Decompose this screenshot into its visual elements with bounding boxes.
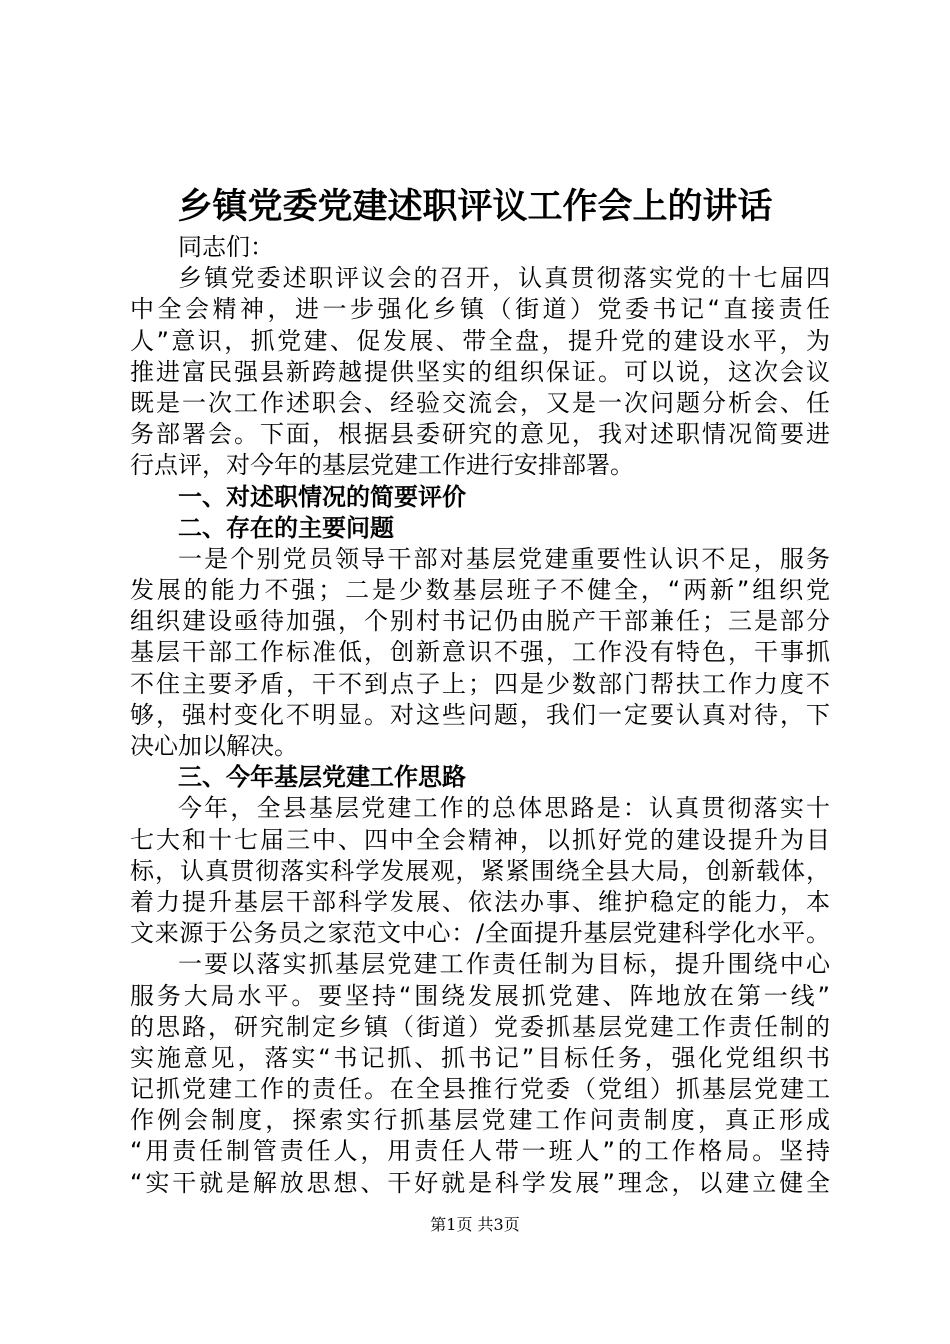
text-line: 决心加以解决。 [130, 732, 298, 760]
text-line: 着力提升基层干部科学发展、依法办事、维护稳定的能力，本 [130, 887, 830, 916]
text-line: 人”意识，抓党建、促发展、带全盘，提升党的建设水平，为 [130, 326, 830, 355]
text-line: 记抓党建工作的责任。在全县推行党委（党组）抓基层党建工 [130, 1075, 830, 1104]
document-body [130, 232, 830, 1199]
text-line: 既是一次工作述职会、经验交流会，又是一次问题分析会、任 [130, 388, 830, 417]
text-line: 同志们： [178, 233, 274, 261]
text-line: 文来源于公务员之家范文中心：/全面提升基层党建科学化水平。 [130, 919, 830, 948]
text-line: 推进富民强县新跨越提供坚实的组织保证。可以说，这次会议 [130, 357, 830, 386]
text-line: “用责任制管责任人，用责任人带一班人”的工作格局。坚持 [130, 1137, 830, 1166]
text-line: 乡镇党委述职评议会的召开，认真贯彻落实党的十七届四 [178, 264, 830, 293]
text-line: 一是个别党员领导干部对基层党建重要性认识不足，服务 [178, 544, 830, 573]
text-line: 组织建设亟待加强，个别村书记仍由脱产干部兼任；三是部分 [130, 607, 830, 636]
text-line: 服务大局水平。要坚持“围绕发展抓党建、阵地放在第一线” [130, 981, 830, 1010]
text-line: 标，认真贯彻落实科学发展观，紧紧围绕全县大局，创新载体， [130, 856, 830, 885]
text-line: 的思路，研究制定乡镇（街道）党委抓基层党建工作责任制的 [130, 1012, 830, 1041]
text-line: 七大和十七届三中、四中全会精神，以抓好党的建设提升为目 [130, 825, 830, 854]
section-heading: 三、今年基层党建工作思路 [178, 763, 466, 792]
section-heading: 一、对述职情况的简要评价 [178, 482, 466, 511]
text-line: 不住主要矛盾，干不到点子上；四是少数部门帮扶工作力度不 [130, 669, 830, 698]
page-footer: 第1页 共3页 [430, 1215, 520, 1234]
text-line: 一要以落实抓基层党建工作责任制为目标，提升围绕中心 [178, 950, 830, 979]
text-line: 实施意见，落实“书记抓、抓书记”目标任务，强化党组织书 [130, 1043, 830, 1072]
text-line: 中全会精神，进一步强化乡镇（街道）党委书记“直接责任 [130, 295, 830, 324]
document-title: 乡镇党委党建述职评议工作会上的讲话 [177, 186, 773, 227]
text-line: 发展的能力不强；二是少数基层班子不健全，“两新”组织党 [130, 576, 830, 605]
text-line: 行点评，对今年的基层党建工作进行安排部署。 [130, 451, 634, 480]
text-line: “实干就是解放思想、干好就是科学发展”理念，以建立健全 [130, 1168, 830, 1197]
text-line: 作例会制度，探索实行抓基层党建工作问责制度，真正形成 [130, 1106, 830, 1135]
text-line: 够，强村变化不明显。对这些问题，我们一定要认真对待，下 [130, 700, 830, 729]
text-line: 基层干部工作标准低，创新意识不强，工作没有特色，干事抓 [130, 638, 830, 667]
section-heading: 二、存在的主要问题 [178, 513, 394, 542]
text-line: 务部署会。下面，根据县委研究的意见，我对述职情况简要进 [130, 420, 830, 449]
text-line: 今年，全县基层党建工作的总体思路是：认真贯彻落实十 [178, 794, 830, 823]
